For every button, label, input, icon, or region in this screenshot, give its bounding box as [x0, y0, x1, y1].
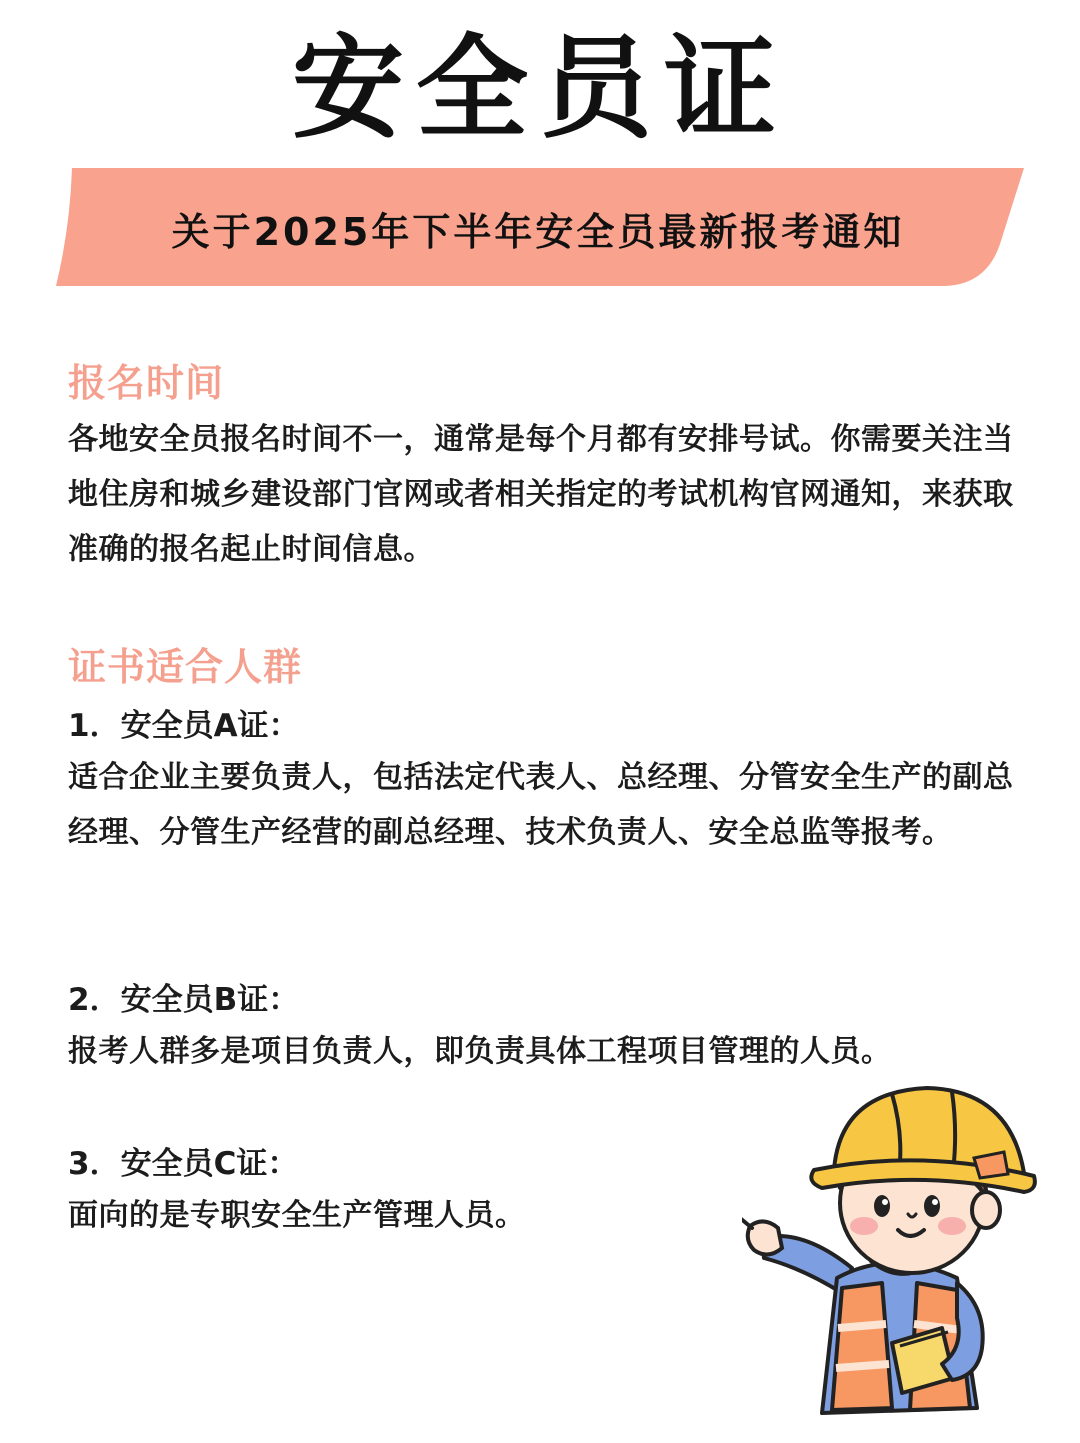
cert-a-title: 1．安全员A证： [68, 708, 300, 744]
page-title: 安全员证 [292, 24, 788, 154]
registration-paragraph: 各地安全员报名时间不一，通常是每个月都有安排号试。你需要关注当地住房和城乡建设部门官网或者相关指定的考试机构官网通知，来获取准确的报名起止时间信息。 [68, 422, 1014, 567]
cert-b-description: 报考人群多是项目负责人，即负责具体工程项目管理的人员。 [68, 1034, 892, 1069]
construction-worker-icon [742, 1078, 1042, 1428]
cert-a-description: 适合企业主要负责人，包括法定代表人、总经理、分管安全生产的副总经理、分管生产经营的副总经理、技术负责人、安全总监等报考。 [68, 760, 1014, 850]
banner-text: 关于2025年下半年安全员最新报考通知 [171, 210, 905, 254]
section-heading-audience: 证书适合人群 [68, 645, 303, 689]
cert-b-title: 2．安全员B证： [68, 982, 300, 1018]
section-heading-registration: 报名时间 [68, 361, 225, 405]
notice-banner [52, 168, 1024, 286]
cert-c-title: 3．安全员C证： [68, 1146, 299, 1182]
cert-c-description: 面向的是专职安全生产管理人员。 [68, 1198, 526, 1233]
